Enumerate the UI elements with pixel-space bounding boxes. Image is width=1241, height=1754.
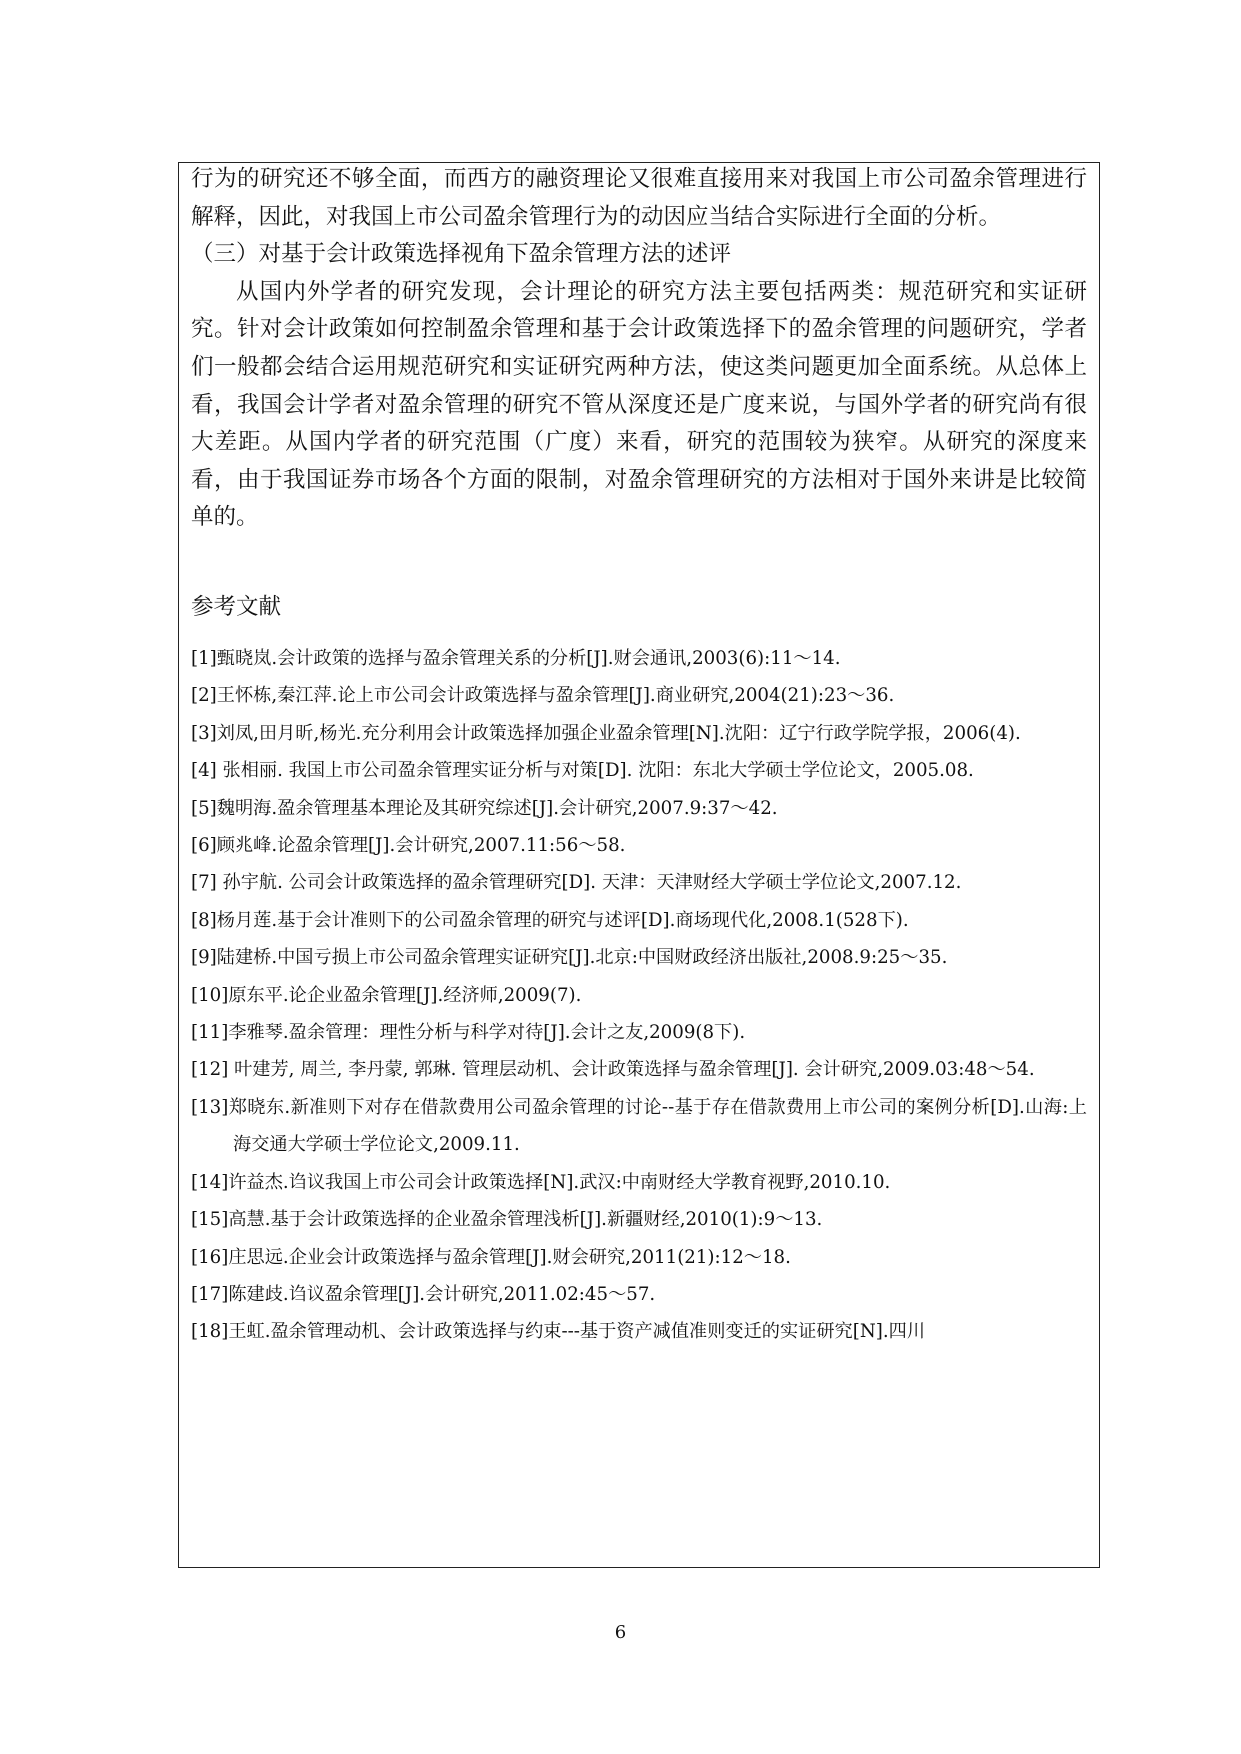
reference-item: [9]陆建桥.中国亏损上市公司盈余管理实证研究[J].北京:中国财政经济出版社,2008.9:25～35.	[191, 947, 948, 969]
content-frame	[178, 162, 1100, 1568]
references-list	[191, 640, 1087, 1351]
paragraph-continuation: 行为的研究还不够全面，而西方的融资理论又很难直接用来对我国上市公司盈余管理进行解释，因此，对我国上市公司盈余管理行为的动因应当结合实际进行全面的分析。	[191, 166, 1087, 230]
reference-item: [17]陈建歧.诌议盈余管理[J].会计研究,2011.02:45～57.	[191, 1283, 656, 1305]
section-heading: （三）对基于会计政策选择视角下盈余管理方法的述评	[191, 241, 732, 268]
reference-item: [11]李雅琴.盈余管理：理性分析与科学对待[J].会计之友,2009(8下).	[191, 1022, 746, 1044]
reference-item: [7] 孙宇航. 公司会计政策选择的盈余管理研究[D]. 天津：天津财经大学硕士学位论文,2007.12.	[191, 872, 962, 894]
reference-item: [4] 张相丽. 我国上市公司盈余管理实证分析与对策[D]. 沈阳：东北大学硕士学位论文，2005.08.	[191, 760, 974, 782]
references-title: 参考文献	[191, 594, 282, 620]
reference-item: [14]许益杰.诌议我国上市公司会计政策选择[N].武汉:中南财经大学教育视野,2010.10.	[191, 1171, 891, 1193]
reference-item: [12] 叶建芳, 周兰, 李丹蒙, 郭琳. 管理层动机、会计政策选择与盈余管理[J]. 会计研究,2009.03:48～54.	[191, 1059, 1035, 1081]
reference-item: [6]顾兆峰.论盈余管理[J].会计研究,2007.11:56～58.	[191, 835, 626, 857]
reference-item: [5]魏明海.盈余管理基本理论及其研究综述[J].会计研究,2007.9:37～42.	[191, 797, 778, 819]
reference-item: [2]王怀栋,秦江萍.论上市公司会计政策选择与盈余管理[J].商业研究,2004(21):23～36.	[191, 685, 895, 707]
page-number: 6	[614, 1622, 627, 1643]
reference-item: [3]刘凤,田月昕,杨光.充分利用会计政策选择加强企业盈余管理[N].沈阳：辽宁行政学院学报，2006(4).	[191, 722, 1021, 744]
reference-item: [1]甄晓岚.会计政策的选择与盈余管理关系的分析[J].财会通讯,2003(6):11～14.	[191, 648, 841, 669]
paragraph-review: 从国内外学者的研究发现，会计理论的研究方法主要包括两类：规范研究和实证研究。针对会计政策如何控制盈余管理和基于会计政策选择下的盈余管理的问题研究，学者们一般都会结合运用规范研究和实证研究两种方法，使这类问题更加全面系统。从总体上看，我国会计学者对盈余管理的研究不管从深度还是广度来说，与国外学者的研究尚有很大差距。从国内学者的研究范围（广度）来看，研究的范围较为狭窄。从研究的深度来看，由于我国证券市场各个方面的限制，对盈余管理研究的方法相对于国外来讲是比较简单的。	[191, 278, 1087, 531]
body-text	[191, 161, 1087, 537]
reference-item: [13]郑晓东.新准则下对存在借款费用公司盈余管理的讨论--基于存在借款费用上市公司的案例分析[D].山海:上海交通大学硕士学位论文,2009.11.	[191, 1096, 1087, 1156]
reference-item: [16]庄思远.企业会计政策选择与盈余管理[J].财会研究,2011(21):12～18.	[191, 1246, 791, 1268]
reference-item: [15]高慧.基于会计政策选择的企业盈余管理浅析[J].新疆财经,2010(1):9～13.	[191, 1209, 823, 1231]
reference-item: [10]原东平.论企业盈余管理[J].经济师,2009(7).	[191, 984, 582, 1006]
reference-item: [18]王虹.盈余管理动机、会计政策选择与约束---基于资产减值准则变迁的实证研究[N].四川	[191, 1321, 926, 1343]
reference-item: [8]杨月莲.基于会计准则下的公司盈余管理的研究与述评[D].商场现代化,2008.1(528下).	[191, 909, 909, 931]
